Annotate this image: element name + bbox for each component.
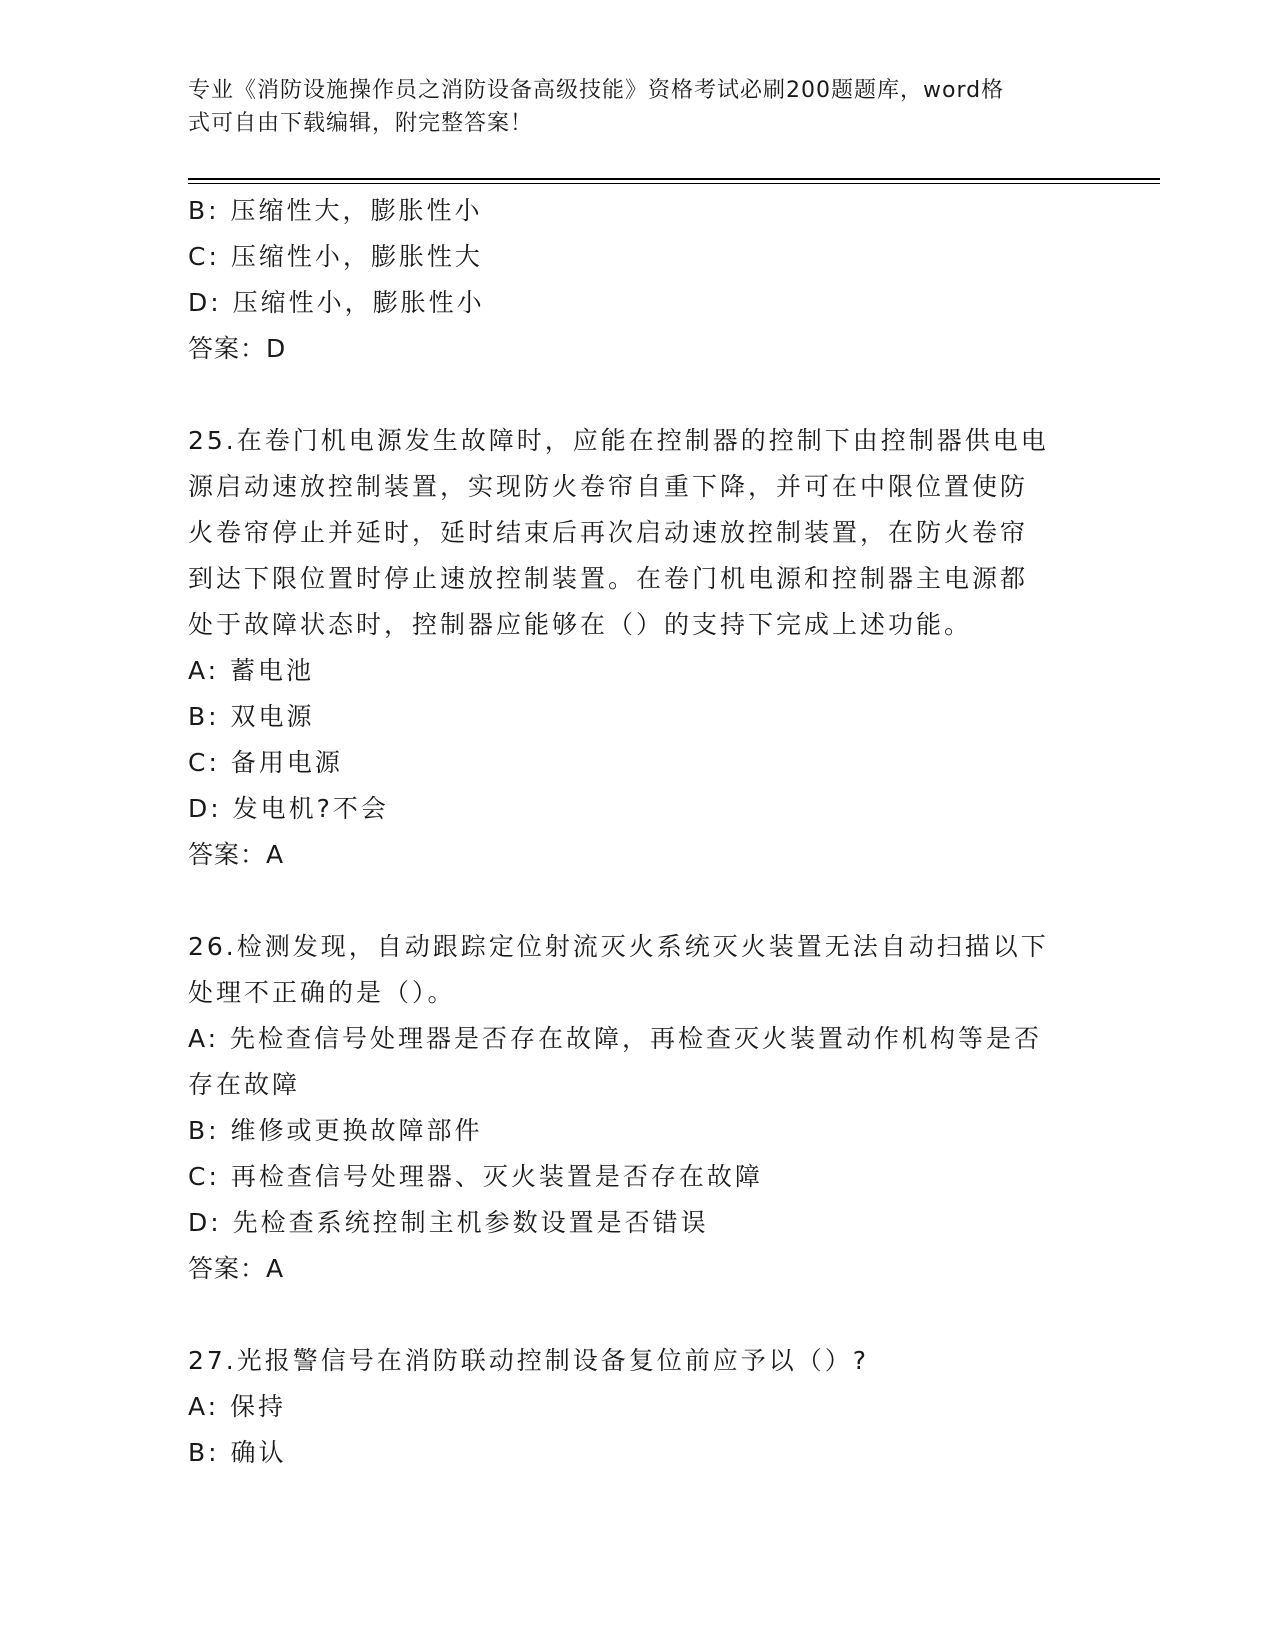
header-line-2: 式可自由下载编辑，附完整答案！ <box>188 111 534 136</box>
question-list <box>188 188 1078 1476</box>
answer: 答案：A <box>188 840 285 869</box>
question-text-line: 火卷帘停止并延时，延时结束后再次启动速放控制装置，在防火卷帘 <box>188 518 1029 547</box>
option-a: A: 保持 <box>188 1392 287 1421</box>
header-line-1: 专业《消防设施操作员之消防设备高级技能》资格考试必刷200题题库，word格 <box>188 78 1005 103</box>
option-d: D: 先检查系统控制主机参数设置是否错误 <box>188 1208 709 1237</box>
question-text-line: 26.检测发现，自动跟踪定位射流灭火系统灭火装置无法自动扫描以下 <box>188 932 1049 961</box>
question-text-line: 处于故障状态时，控制器应能够在（）的支持下完成上述功能。 <box>188 610 973 639</box>
question-27 <box>188 1338 1078 1476</box>
answer: 答案：D <box>188 334 287 363</box>
question-24-continued <box>188 188 1078 372</box>
answer: 答案：A <box>188 1254 285 1283</box>
option-b: B: 确认 <box>188 1438 287 1467</box>
header-divider-thick <box>188 178 1160 180</box>
question-text-line: 25.在卷门机电源发生故障时，应能在控制器的控制下由控制器供电电 <box>188 426 1049 455</box>
question-text-line: 27.光报警信号在消防联动控制设备复位前应予以（）? <box>188 1346 870 1375</box>
option-c: C: 备用电源 <box>188 748 343 777</box>
spacer <box>188 1292 1078 1338</box>
question-text-line: 处理不正确的是（）。 <box>188 978 456 1007</box>
question-text-line: 源启动速放控制装置，实现防火卷帘自重下降，并可在中限位置使防 <box>188 472 1029 501</box>
option-b: B: 双电源 <box>188 702 315 731</box>
option-c: C: 压缩性小，膨胀性大 <box>188 242 483 271</box>
spacer <box>188 878 1078 924</box>
option-a: A: 蓄电池 <box>188 656 315 685</box>
question-26 <box>188 924 1078 1292</box>
option-d: D: 压缩性小，膨胀性小 <box>188 288 485 317</box>
question-text-line: 到达下限位置时停止速放控制装置。在卷门机电源和控制器主电源都 <box>188 564 1029 593</box>
option-a: A: 先检查信号处理器是否存在故障，再检查灭火装置动作机构等是否 <box>188 1024 1043 1053</box>
option-a-continued: 存在故障 <box>188 1070 301 1099</box>
option-c: C: 再检查信号处理器、灭火装置是否存在故障 <box>188 1162 763 1191</box>
option-b: B: 压缩性大，膨胀性小 <box>188 196 483 225</box>
document-header <box>188 74 1068 140</box>
option-d: D: 发电机?不会 <box>188 794 389 823</box>
header-divider-thin <box>188 183 1160 184</box>
spacer <box>188 372 1078 418</box>
question-25 <box>188 418 1078 878</box>
option-b: B: 维修或更换故障部件 <box>188 1116 483 1145</box>
